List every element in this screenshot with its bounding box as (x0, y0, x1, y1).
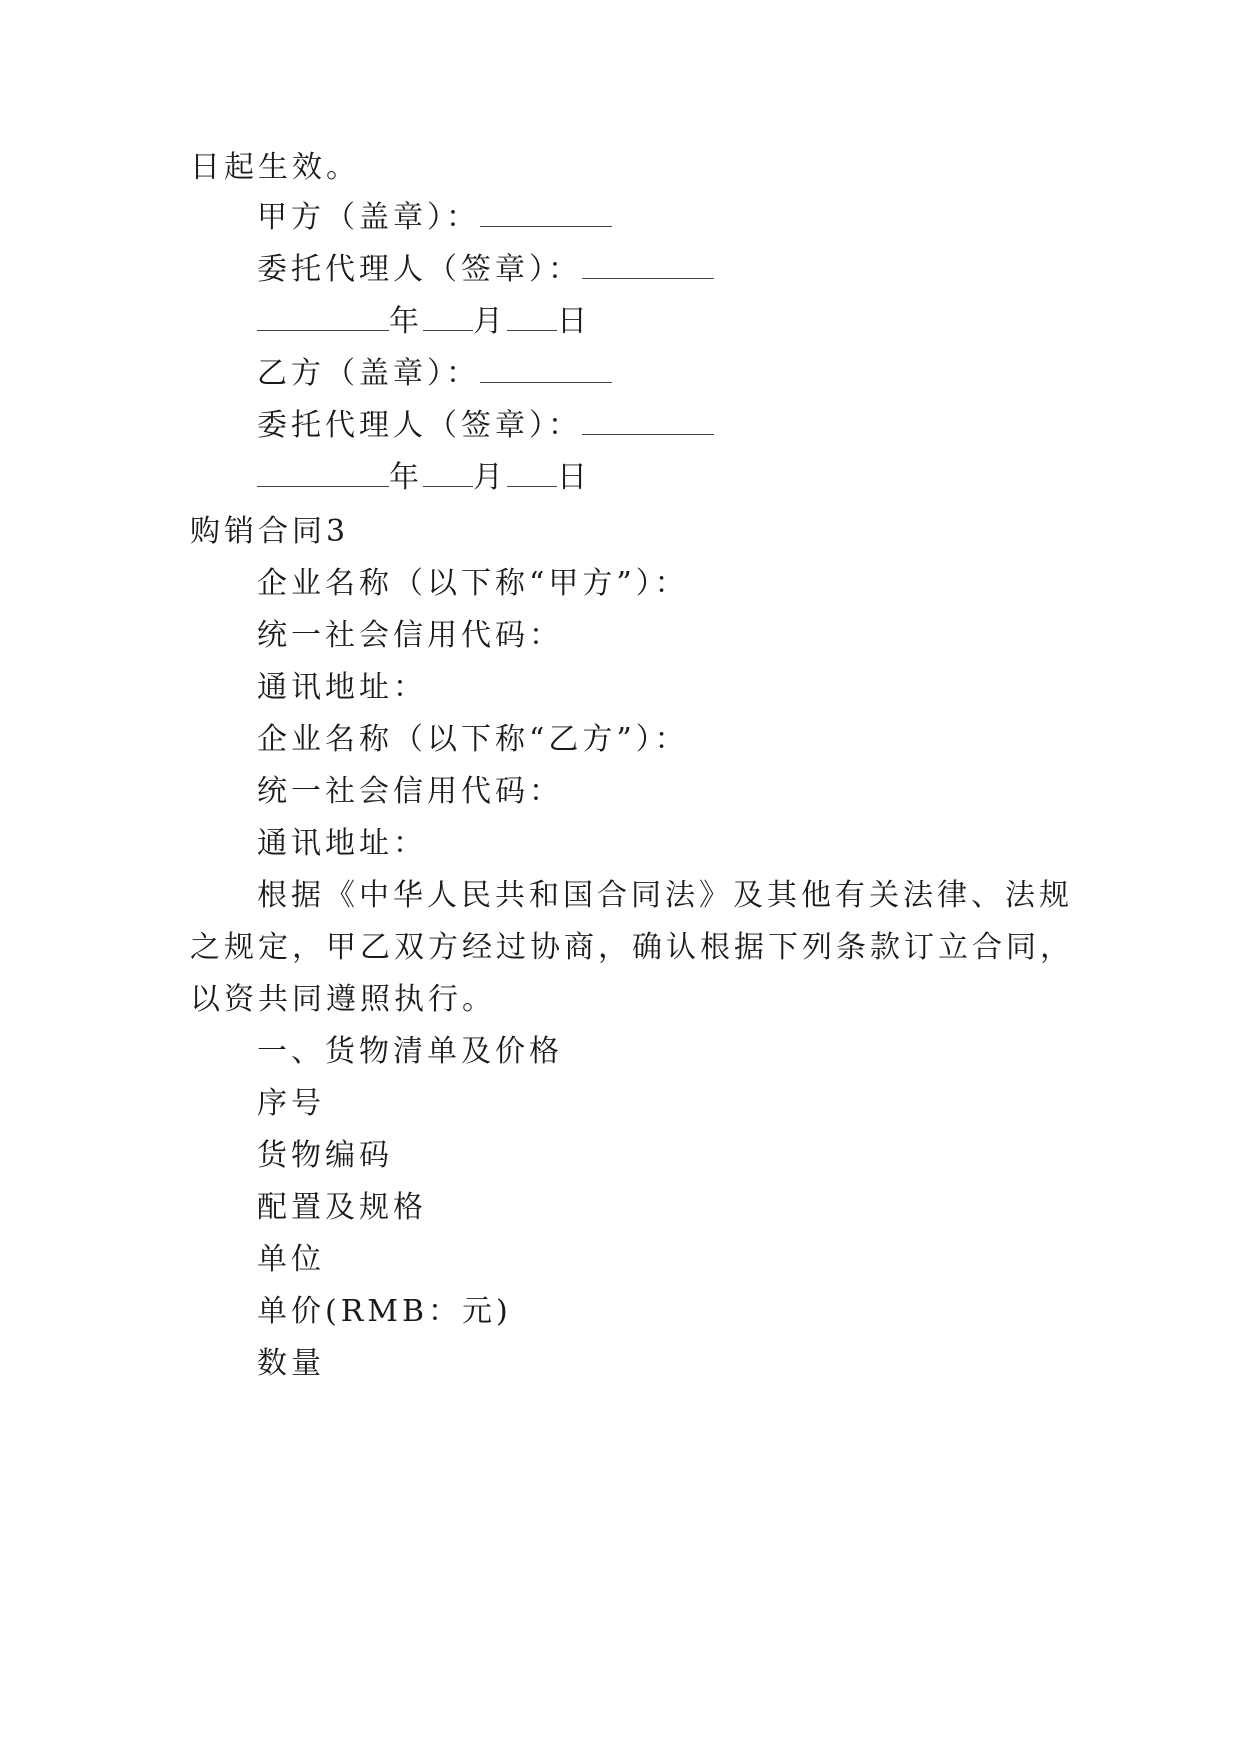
date-b-day-label: 日 (557, 460, 591, 495)
column-unit-price: 单价(RMB：元) (257, 1294, 512, 1329)
party-b-seal-label: 乙方（盖章）： (257, 356, 480, 391)
party-a-seal-line (257, 198, 612, 238)
date-a-year-label: 年 (389, 304, 423, 339)
credit-code-a-line: 统一社会信用代码： (257, 618, 563, 653)
company-b-line: 企业名称（以下称“乙方”）： (257, 722, 689, 757)
preamble-line-1: 根据《中华人民共和国合同法》及其他有关法律、法规 (257, 878, 1073, 913)
date-a-year-blank (257, 304, 389, 331)
date-b-year-blank (257, 460, 389, 487)
date-a-day-blank (507, 304, 557, 331)
agent-b-sign-line (257, 406, 714, 446)
preamble-line-2: 之规定，甲乙双方经过协商，确认根据下列条款订立合同， (190, 930, 1074, 965)
credit-code-b-line: 统一社会信用代码： (257, 774, 563, 809)
date-b-day-blank (507, 460, 557, 487)
section-heading-goods: 一、货物清单及价格 (257, 1034, 563, 1069)
date-a-day-label: 日 (557, 304, 591, 339)
party-a-seal-label: 甲方（盖章）： (257, 200, 480, 235)
column-unit: 单位 (257, 1242, 325, 1277)
date-a-line (257, 302, 591, 342)
column-serial-number: 序号 (257, 1086, 325, 1121)
party-b-seal-blank (480, 356, 612, 383)
agent-a-sign-line (257, 250, 714, 290)
date-a-month-blank (423, 304, 473, 331)
date-b-month-label: 月 (473, 460, 507, 495)
agent-b-sign-label: 委托代理人（签章）： (257, 408, 582, 443)
column-specification: 配置及规格 (257, 1190, 427, 1225)
company-a-line: 企业名称（以下称“甲方”）： (257, 566, 689, 601)
agent-b-sign-blank (582, 408, 714, 435)
text-effective: 日起生效。 (190, 150, 360, 185)
address-a-line: 通讯地址： (257, 670, 427, 705)
agent-a-sign-blank (582, 252, 714, 279)
column-quantity: 数量 (257, 1346, 325, 1381)
date-b-month-blank (423, 460, 473, 487)
preamble-line-3: 以资共同遵照执行。 (190, 982, 496, 1017)
address-b-line: 通讯地址： (257, 826, 427, 861)
date-b-year-label: 年 (389, 460, 423, 495)
agent-a-sign-label: 委托代理人（签章）： (257, 252, 582, 287)
date-b-line (257, 458, 591, 498)
party-b-seal-line (257, 354, 612, 394)
contract-title: 购销合同3 (190, 514, 350, 549)
party-a-seal-blank (480, 200, 612, 227)
date-a-month-label: 月 (473, 304, 507, 339)
column-goods-code: 货物编码 (257, 1138, 393, 1173)
